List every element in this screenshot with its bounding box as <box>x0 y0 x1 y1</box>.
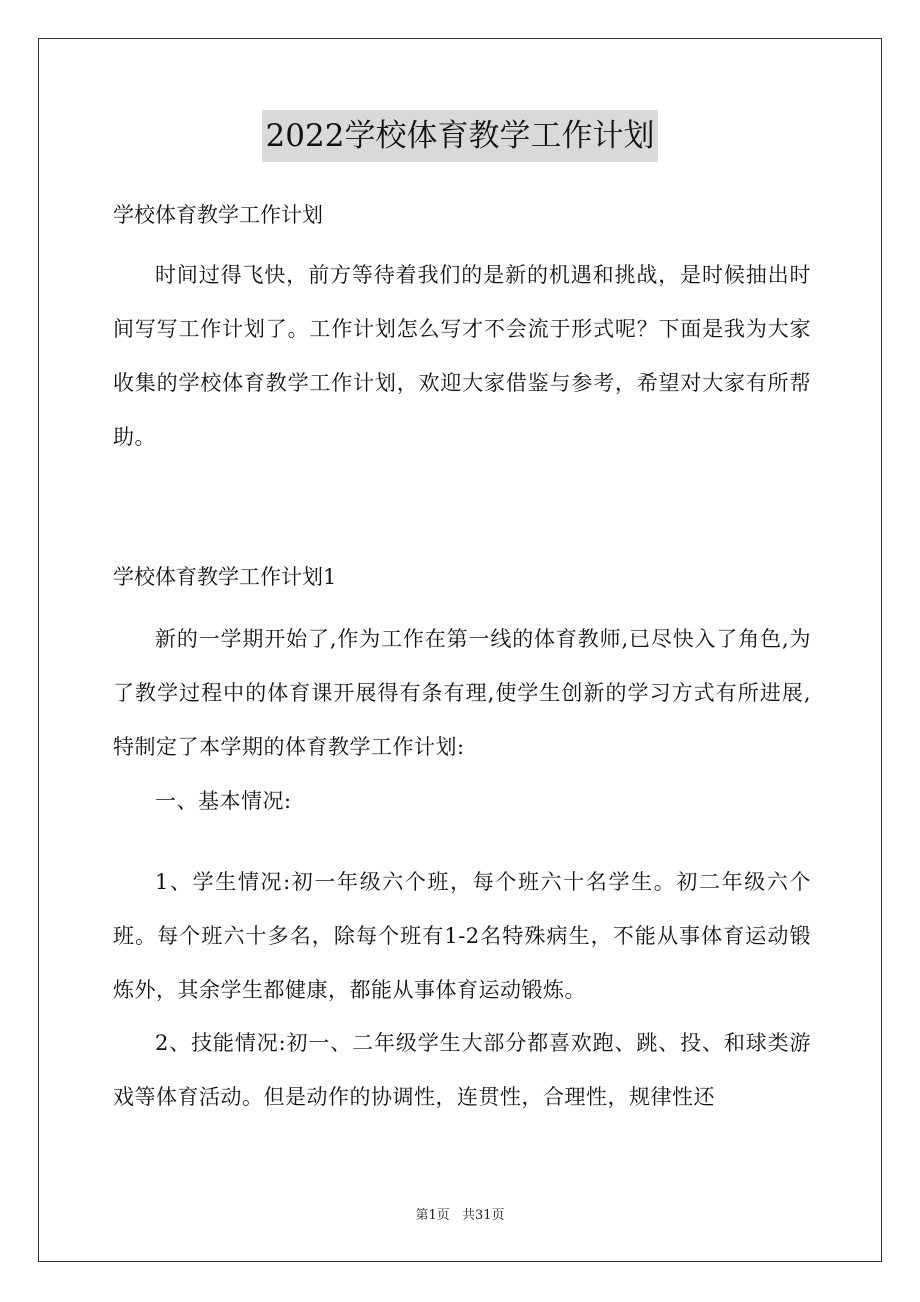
subtitle: 学校体育教学工作计划 <box>113 203 323 227</box>
section-1-paragraph: 新的一学期开始了,作为工作在第一线的体育教师,已尽快入了角色,为了教学过程中的体育课开展得有条有理,使学生创新的学习方式有所进展,特制定了本学期的体育教学工作计划: <box>113 627 811 759</box>
title-container <box>0 110 920 162</box>
intro-paragraph: 时间过得飞快，前方等待着我们的是新的机遇和挑战，是时候抽出时间写写工作计划了。工作计划怎么写才不会流于形式呢？下面是我为大家收集的学校体育教学工作计划，欢迎大家借鉴与参考，希望对大家有所帮助。 <box>113 263 811 449</box>
basic-situation-heading: 一、基本情况: <box>155 789 292 813</box>
page-total: 共31页 <box>461 1208 505 1223</box>
document-title: 2022学校体育教学工作计划 <box>262 110 659 162</box>
page-number: 第1页 <box>415 1208 450 1223</box>
page-footer <box>0 1206 920 1226</box>
section-heading-1: 学校体育教学工作计划1 <box>113 565 337 589</box>
item-student-situation: 1、学生情况:初一年级六个班，每个班六十名学生。初二年级六个班。每个班六十多名，除每个班有1-2名特殊病生，不能从事体育运动锻炼外，其余学生都健康，都能从事体育运动锻炼。 <box>113 870 811 1002</box>
item-skill-situation: 2、技能情况:初一、二年级学生大部分都喜欢跑、跳、投、和球类游戏等体育活动。但是动作的协调性，连贯性，合理性，规律性还 <box>113 1031 811 1109</box>
